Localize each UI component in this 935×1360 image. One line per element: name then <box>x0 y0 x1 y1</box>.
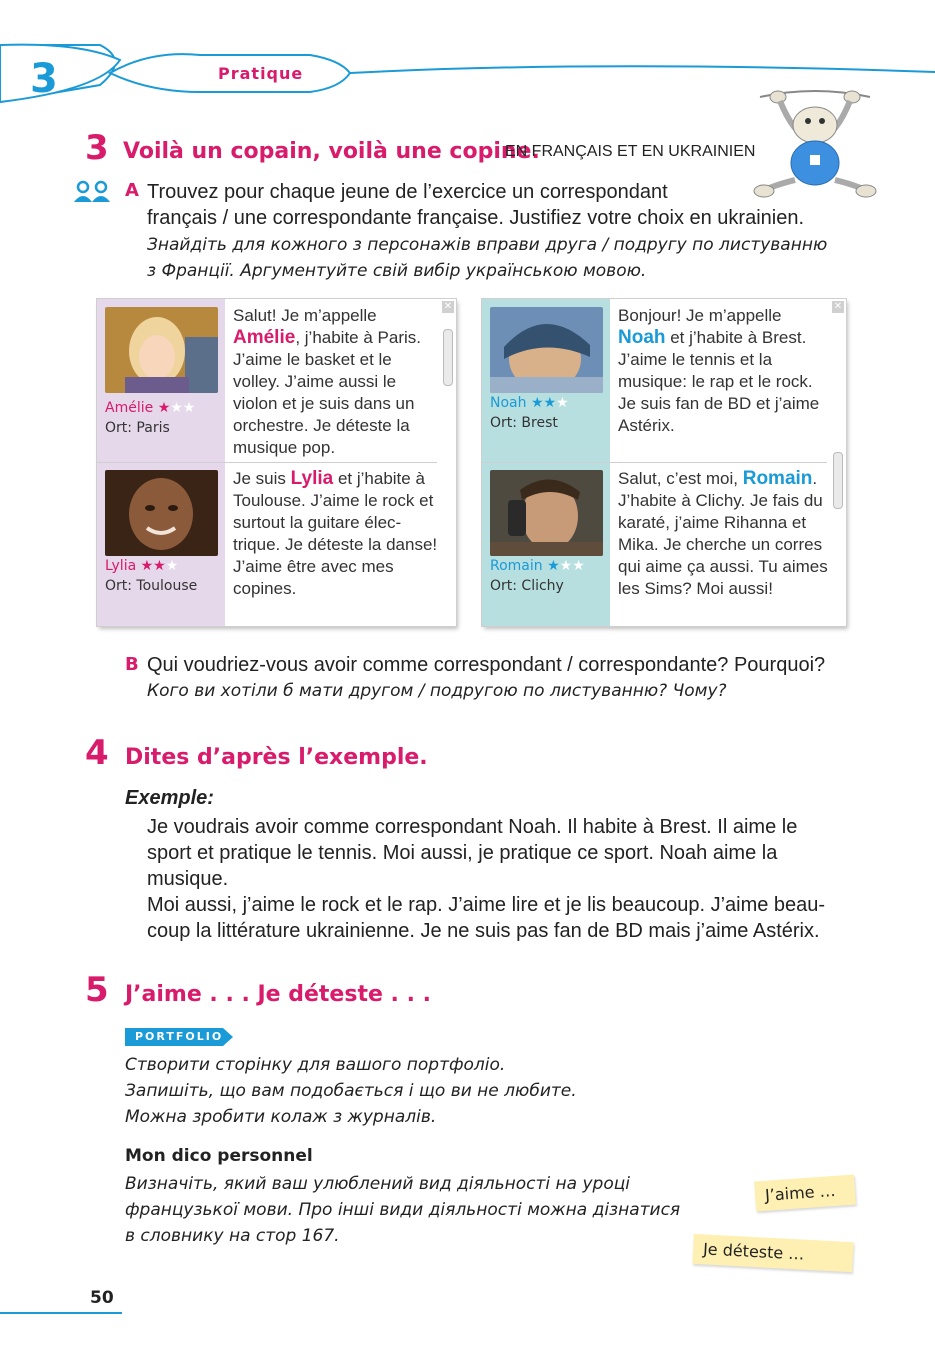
amelie-msg-name: Amélie <box>233 327 296 348</box>
exercise-4-title: Dites d’après l’exemple. <box>125 745 428 770</box>
close-icon[interactable]: ✕ <box>443 301 453 312</box>
noah-photo <box>490 307 603 393</box>
exemple-text <box>147 814 867 944</box>
romain-msg-line: karaté, j’aime Rihanna et <box>618 513 807 532</box>
romain-msg-line <box>618 468 828 490</box>
exercise-3a-instruction-fr-2: français / une correspondante française. Justifiez votre choix en ukrainien. <box>147 207 805 229</box>
amelie-stars: ★★★ <box>157 400 196 416</box>
profile-divider <box>482 462 827 463</box>
noah-msg-name: Noah <box>618 327 666 348</box>
romain-ort: Ort: Clichy <box>490 578 564 594</box>
section-title: Pratique <box>218 64 304 83</box>
noah-msg-line: Bonjour! Je m’appelle <box>618 306 782 325</box>
exemple-label: Exemple: <box>125 787 214 809</box>
noah-stars: ★★★ <box>530 395 569 411</box>
romain-msg-line: J’habite à Clichy. Je fais du <box>618 491 823 510</box>
exercise-3-title: Voilà un copain, voilà une copine. <box>123 139 540 164</box>
amelie-msg-line: musique pop. <box>233 438 336 457</box>
lylia-msg-line <box>233 468 438 490</box>
noah-ort: Ort: Brest <box>490 415 558 431</box>
exemple-line: musique. <box>147 868 229 890</box>
lylia-msg-line: J’aime être avec mes <box>233 557 394 576</box>
lylia-name: Lylia <box>105 558 137 574</box>
exercise-3a-instruction-ua-2: з Франції. Аргументуйте свій вибір українською мовою. <box>147 261 647 281</box>
lylia-message <box>233 468 438 600</box>
romain-name: Romain <box>490 558 543 574</box>
exemple-line: sport et pratique le tennis. Moi aussi, je pratique ce sport. Noah aime la <box>147 842 778 864</box>
exercise-5-number: 5 <box>85 970 109 1010</box>
exemple-line: Je voudrais avoir comme correspondant Noah. Il habite à Brest. Il aime le <box>147 816 798 838</box>
exercise-5-title: J’aime . . . Je déteste . . . <box>125 982 431 1007</box>
pair-work-icon <box>72 180 112 204</box>
scrollbar-thumb[interactable] <box>443 329 453 386</box>
lylia-stars: ★★★ <box>140 558 179 574</box>
exercise-4-number: 4 <box>85 733 109 773</box>
romain-message <box>618 468 828 600</box>
lylia-name-row <box>105 558 178 574</box>
lylia-photo <box>105 470 218 556</box>
dico-title: Mon dico personnel <box>125 1146 313 1166</box>
chapter-number: 3 <box>30 56 58 102</box>
scrollbar-thumb[interactable] <box>833 452 843 509</box>
amelie-msg-line: violon et je suis dans un <box>233 394 415 413</box>
noah-name-row <box>490 395 569 411</box>
noah-msg-line <box>618 327 828 349</box>
lylia-msg-text: et j’habite à <box>333 469 425 488</box>
amelie-msg-line: J’aime le basket et le <box>233 350 392 369</box>
sticky-note-je-deteste: Je déteste … <box>692 1234 853 1272</box>
portfolio-instruction <box>125 1052 577 1130</box>
amelie-message <box>233 305 438 459</box>
amelie-msg-line: Salut! Je m’appelle <box>233 306 377 325</box>
scrollbar[interactable] <box>830 317 844 622</box>
noah-name: Noah <box>490 395 527 411</box>
noah-msg-line: musique: le rap et le rock. <box>618 372 813 391</box>
sticky-note-jaime: J’aime … <box>754 1175 856 1212</box>
mouse-mascot-illustration <box>750 85 880 205</box>
profile-card-right <box>482 299 846 626</box>
exercise-3a-instruction-fr-1: Trouvez pour chaque jeune de l’exercice un correspondant <box>147 181 668 203</box>
lylia-msg-line: trique. Je déteste la danse! <box>233 535 438 554</box>
amelie-name: Amélie <box>105 400 154 416</box>
portfolio-line: Запишіть, що вам подобається і що ви не любите. <box>125 1081 577 1101</box>
lylia-msg-line: surtout la guitare élec- <box>233 513 402 532</box>
amelie-msg-line <box>233 327 438 349</box>
close-icon[interactable]: ✕ <box>833 301 843 312</box>
exercise-3-subtitle: EN FRANÇAIS ET EN UKRAINIEN <box>505 143 756 160</box>
noah-msg-line: J’aime le tennis et la <box>618 350 773 369</box>
romain-msg-line: qui aime ça aussi. Tu aimes <box>618 557 828 576</box>
romain-name-row <box>490 558 585 574</box>
exercise-3a-instruction-ua-1: Знайдіть для кожного з персонажів вправи друга / подругу по листуванню <box>147 235 828 255</box>
romain-msg-text: Salut, c’est moi, <box>618 469 743 488</box>
lylia-ort: Ort: Toulouse <box>105 578 198 594</box>
romain-msg-text: . <box>812 469 818 488</box>
exercise-3-number: 3 <box>85 128 109 168</box>
lylia-msg-line: Toulouse. J’aime le rock et <box>233 491 434 510</box>
romain-msg-name: Romain <box>742 468 813 489</box>
amelie-photo <box>105 307 218 393</box>
profile-card-left <box>97 299 456 626</box>
page-number: 50 <box>90 1288 114 1308</box>
noah-msg-text: et j’habite à Brest. <box>665 328 807 347</box>
amelie-ort: Ort: Paris <box>105 420 170 436</box>
exercise-3a-letter: A <box>125 180 139 201</box>
exercise-3b-question-fr: Qui voudriez-vous avoir comme correspondant / correspondante? Pourquoi? <box>147 654 826 676</box>
exemple-line: coup la littérature ukrainienne. Je ne suis pas fan de BD mais j’aime Astérix. <box>147 920 820 942</box>
romain-stars: ★★★ <box>547 558 585 574</box>
amelie-msg-line: volley. J’aime aussi le <box>233 372 397 391</box>
portfolio-line: Можна зробити колаж з журналів. <box>125 1107 437 1127</box>
dico-line: в словнику на стор 167. <box>125 1226 340 1246</box>
lylia-msg-line: copines. <box>233 579 297 598</box>
dico-instruction <box>125 1171 680 1249</box>
amelie-msg-text: , j’habite à Paris. <box>295 328 421 347</box>
romain-msg-line: les Sims? Moi aussi! <box>618 579 773 598</box>
portfolio-label: PORTFOLIO <box>135 1030 224 1043</box>
noah-msg-line: Astérix. <box>618 416 675 435</box>
profile-divider <box>97 462 437 463</box>
lylia-msg-name: Lylia <box>290 468 334 489</box>
amelie-msg-line: orchestre. Je déteste la <box>233 416 410 435</box>
romain-msg-line: Mika. Je cherche un corres <box>618 535 823 554</box>
portfolio-line: Створити сторінку для вашого портфоліо. <box>125 1055 506 1075</box>
footer-line <box>0 1312 122 1314</box>
lylia-msg-text: Je suis <box>233 469 291 488</box>
exercise-3b-question-ua: Кого ви хотіли б мати другом / подругою по листуванню? Чому? <box>147 681 727 701</box>
scrollbar[interactable] <box>440 317 454 622</box>
noah-message <box>618 305 828 437</box>
noah-msg-line: Je suis fan de BD et j’aime <box>618 394 820 413</box>
dico-line: Визначіть, який ваш улюблений вид діяльності на уроці <box>125 1174 631 1194</box>
dico-line: французької мови. Про інші види діяльності можна дізнатися <box>125 1200 681 1220</box>
amelie-name-row <box>105 400 195 416</box>
exemple-line: Moi aussi, j’aime le rock et le rap. J’aime lire et je lis beaucoup. J’aime beau- <box>147 894 826 916</box>
romain-photo <box>490 470 603 556</box>
exercise-3b-letter: B <box>125 654 139 675</box>
